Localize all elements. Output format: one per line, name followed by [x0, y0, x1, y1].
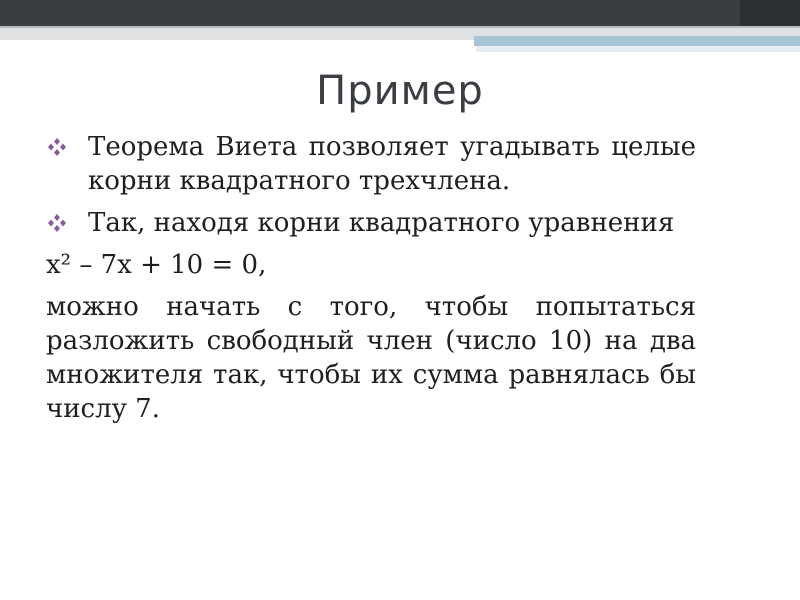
slide-title: Пример	[316, 68, 484, 114]
top-banner-accent	[740, 0, 800, 26]
accent-strip	[474, 36, 800, 46]
top-banner	[0, 0, 800, 26]
bullet-item	[46, 206, 696, 240]
body-paragraph: можно начать с того, чтобы попытаться разложить свободный член (число 10) на два множителя так, чтобы их сумма равнялась бы числу 7.	[46, 292, 696, 424]
bullet-text: Теорема Виета позволяет угадывать целые корни квадратного трехчлена.	[88, 132, 696, 196]
equation: x² – 7x + 10 = 0,	[46, 250, 267, 280]
accent-strip-shadow	[476, 46, 800, 52]
bullet-text: Так, находя корни квадратного уравнения	[88, 208, 675, 238]
four-diamond-bullet-icon	[46, 214, 68, 232]
slide-body	[46, 130, 696, 434]
four-diamond-bullet-icon	[46, 138, 68, 156]
bullet-item	[46, 130, 696, 198]
top-divider	[0, 26, 800, 28]
